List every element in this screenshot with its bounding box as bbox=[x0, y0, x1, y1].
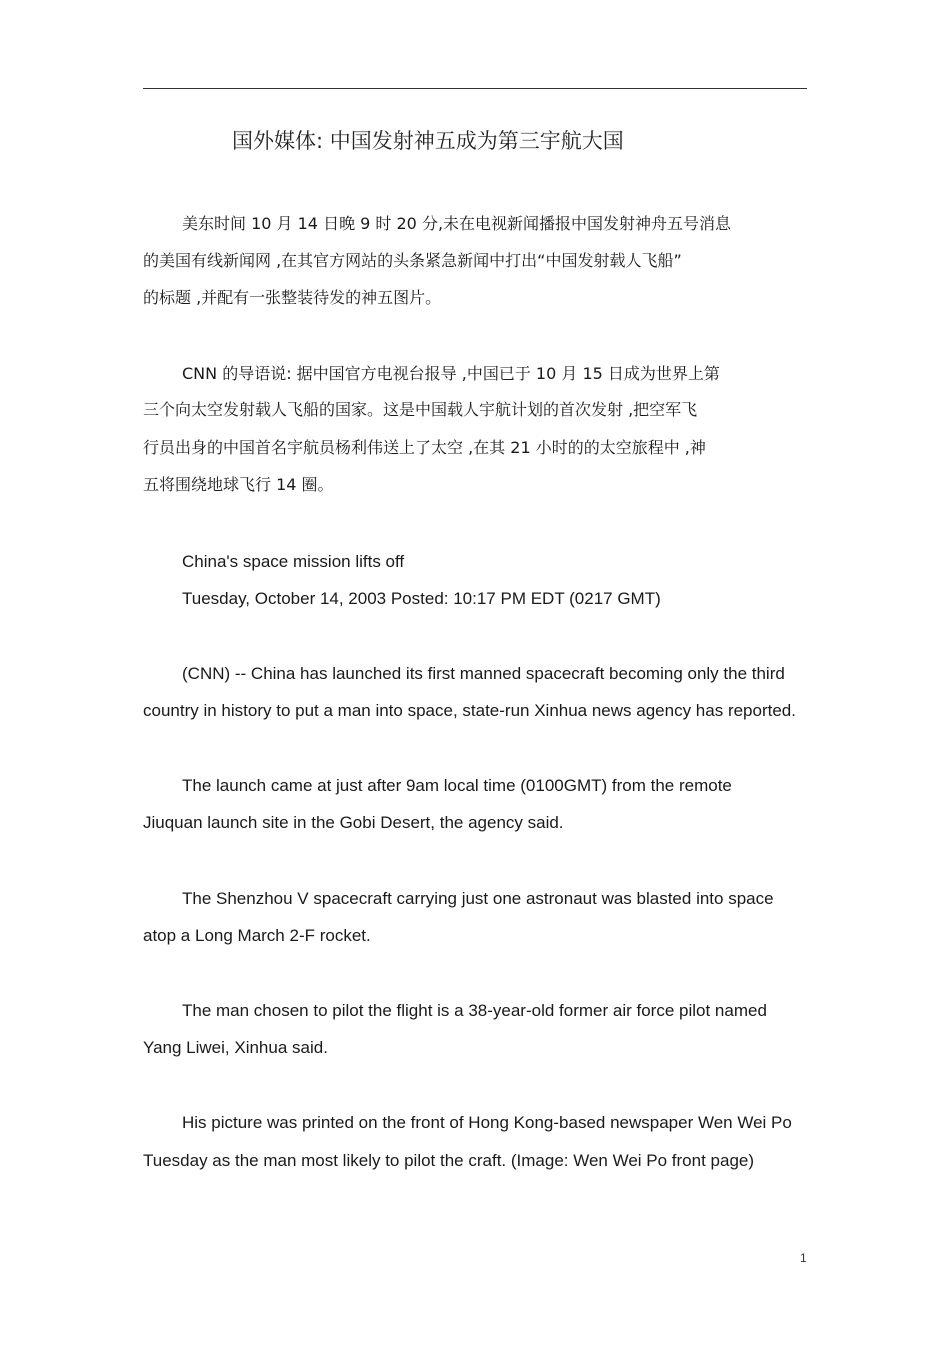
paragraph-4-line-2: country in history to put a man into space, state-run Xinhua news agency has reported. bbox=[143, 701, 796, 720]
article-dateline: Tuesday, October 14, 2003 Posted: 10:17 PM EDT (0217 GMT) bbox=[182, 589, 661, 608]
paragraph-1-line-3: 的标题 ,并配有一张整装待发的神五图片。 bbox=[143, 288, 442, 307]
paragraph-5-line-2: Jiuquan launch site in the Gobi Desert, the agency said. bbox=[143, 813, 564, 832]
paragraph-6-line-2: atop a Long March 2-F rocket. bbox=[143, 926, 371, 945]
paragraph-1-line-2: 的美国有线新闻网 ,在其官方网站的头条紧急新闻中打出“中国发射载人飞船” bbox=[143, 251, 682, 270]
paragraph-7-line-1: The man chosen to pilot the flight is a 38-year-old former air force pilot named bbox=[182, 1001, 767, 1020]
paragraph-4-line-1: (CNN) -- China has launched its first manned spacecraft becoming only the third bbox=[182, 664, 785, 683]
paragraph-2-line-4: 五将围绕地球飞行 14 圈。 bbox=[143, 475, 334, 494]
paragraph-2-line-1: CNN 的导语说: 据中国官方电视台报导 ,中国已于 10 月 15 日成为世界上第 bbox=[182, 364, 720, 383]
page-number: 1 bbox=[800, 1251, 807, 1265]
paragraph-5-line-1: The launch came at just after 9am local time (0100GMT) from the remote bbox=[182, 776, 732, 795]
page-title: 国外媒体: 中国发射神五成为第三宇航大国 bbox=[232, 129, 624, 153]
paragraph-8-line-1: His picture was printed on the front of Hong Kong-based newspaper Wen Wei Po bbox=[182, 1113, 792, 1132]
paragraph-1-line-1: 美东时间 10 月 14 日晚 9 时 20 分,未在电视新闻播报中国发射神舟五号消息 bbox=[182, 214, 732, 233]
paragraph-7-line-2: Yang Liwei, Xinhua said. bbox=[143, 1038, 328, 1057]
paragraph-2-line-2: 三个向太空发射载人飞船的国家。这是中国载人宇航计划的首次发射 ,把空军飞 bbox=[143, 400, 698, 419]
paragraph-6-line-1: The Shenzhou V spacecraft carrying just one astronaut was blasted into space bbox=[182, 889, 774, 908]
paragraph-8-line-2: Tuesday as the man most likely to pilot the craft. (Image: Wen Wei Po front page) bbox=[143, 1151, 755, 1170]
top-rule bbox=[143, 88, 807, 89]
article-headline: China's space mission lifts off bbox=[182, 552, 405, 571]
paragraph-2-line-3: 行员出身的中国首名宇航员杨利伟送上了太空 ,在其 21 小时的的太空旅程中 ,神 bbox=[143, 438, 706, 457]
